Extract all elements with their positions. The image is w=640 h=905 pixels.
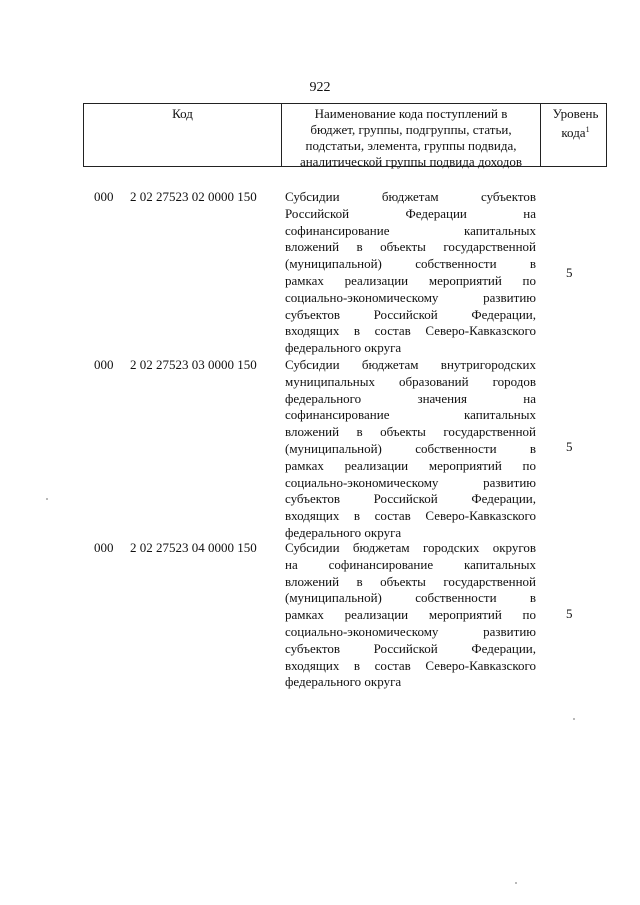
description-line: Субсидии бюджетам субъектов: [285, 189, 536, 204]
description-line: Субсидии бюджетам городских округов: [285, 540, 536, 555]
row-code: 2 02 27523 04 0000 150: [130, 540, 257, 555]
description-line: федерального округа: [285, 674, 402, 690]
header-name-line: Наименование кода поступлений в: [314, 106, 508, 121]
description-line: (муниципальной) собственности в: [285, 256, 536, 272]
description-line: софинансирование капитальных: [285, 407, 536, 423]
description-line: субъектов Российской Федерации,: [285, 306, 536, 322]
header-name-line: подстатьи, элемента, группы подвида,: [305, 138, 517, 153]
row-code: 2 02 27523 03 0000 150: [130, 357, 257, 372]
header-code-label: Код: [172, 106, 193, 121]
row-prefix: 000: [94, 189, 114, 204]
description-line: софинансирование капитальных: [285, 222, 536, 238]
scan-speck: [515, 882, 517, 884]
description-line: рамках реализации мероприятий по: [285, 457, 536, 473]
row-level: 5: [566, 265, 573, 280]
row-prefix: 000: [94, 357, 114, 372]
description-line: входящих в состав Северо-Кавказского: [285, 323, 536, 339]
description-line: на софинансирование капитальных: [285, 556, 536, 572]
header-level-cell: [541, 104, 606, 166]
description-line: входящих в состав Северо-Кавказского: [285, 657, 536, 673]
header-name-line: бюджет, группы, подгруппы, статьи,: [310, 122, 512, 137]
row-prefix: 000: [94, 540, 114, 555]
description-line: рамках реализации мероприятий по: [285, 272, 536, 288]
page-number: 922: [309, 80, 331, 95]
row-level: 5: [566, 606, 573, 621]
description-line: Российской Федерации на: [285, 205, 536, 221]
description-line: (муниципальной) собственности в: [285, 590, 536, 606]
scan-speck: [46, 498, 48, 500]
description-line: субъектов Российской Федерации,: [285, 640, 536, 656]
header-level-word: кода: [561, 125, 586, 140]
description-line: социально-экономическому развитию: [285, 623, 536, 639]
description-line: рамках реализации мероприятий по: [285, 607, 536, 623]
header-name-cell: [282, 104, 541, 169]
description-line: входящих в состав Северо-Кавказского: [285, 508, 536, 524]
header-level-line: Уровень: [552, 106, 599, 121]
description-line: социально-экономическому развитию: [285, 289, 536, 305]
description-line: вложений в объекты государственной: [285, 424, 536, 440]
scan-speck: [573, 718, 575, 720]
header-name-line: аналитической группы подвида доходов: [299, 154, 523, 169]
row-level: 5: [566, 439, 573, 454]
row-code: 2 02 27523 02 0000 150: [130, 189, 257, 204]
description-line: вложений в объекты государственной: [285, 239, 536, 255]
description-line: вложений в объекты государственной: [285, 573, 536, 589]
header-level-line: [541, 122, 606, 141]
description-line: социально-экономическому развитию: [285, 474, 536, 490]
row-description: [285, 357, 536, 542]
row-description: [285, 189, 536, 357]
description-line: Субсидии бюджетам внутригородских: [285, 357, 536, 372]
description-line: (муниципальной) собственности в: [285, 440, 536, 456]
description-line: субъектов Российской Федерации,: [285, 491, 536, 507]
row-description: [285, 540, 536, 691]
description-line: федерального округа: [285, 340, 402, 356]
footnote-marker: 1: [585, 125, 590, 134]
description-line: федерального значения на: [285, 390, 536, 406]
header-code-cell: [84, 104, 282, 166]
description-line: федерального округа: [285, 524, 402, 540]
description-line: муниципальных образований городов: [285, 373, 536, 389]
table-header: [83, 103, 607, 167]
